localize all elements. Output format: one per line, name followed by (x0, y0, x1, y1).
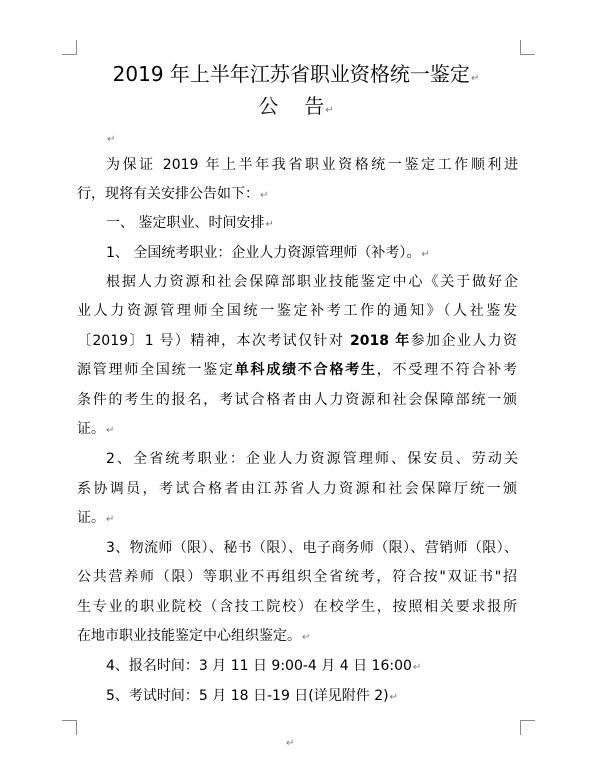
paragraph-mark-icon: ↵ (260, 190, 269, 201)
list-item-3-line: 在地市职业技能鉴定中心组织鉴定。↵ (77, 628, 311, 644)
paragraph-mark-icon: ↵ (389, 692, 398, 703)
body-paragraph-line: 根据人力资源和社会保障部职业技能鉴定中心《关于做好企 (106, 274, 518, 290)
bold-text: 单科成绩不合格考生 (234, 362, 377, 378)
bold-text: 2018 年 (350, 333, 411, 349)
body-paragraph-line: 条件的考生的报名，考试合格者由人力资源和社会保障部统一颁 (77, 392, 517, 408)
page-corner-top-left (62, 40, 77, 55)
paragraph-mark-icon: ↵ (412, 662, 422, 673)
section-heading: 一、 鉴定职业、时间安排↵ (106, 215, 274, 231)
empty-paragraph (106, 129, 115, 149)
list-item-2-line: 系协调员，考试合格者由江苏省人力资源和社会保障厅统一颁 (77, 481, 517, 497)
document-title: 2019 年上半年江苏省职业资格统一鉴定↵ (112, 62, 480, 86)
body-paragraph-line: 证。↵ (77, 421, 115, 437)
page-corner-bottom-right (520, 720, 535, 735)
list-item-4: 4、报名时间：3 月 11 日 9:00-4 月 4 日 16:00↵ (106, 658, 422, 674)
page-corner-bottom-left (62, 720, 77, 735)
paragraph-mark-icon: ↵ (106, 425, 115, 436)
paragraph-mark-icon: ↵ (470, 73, 480, 84)
body-paragraph-line: 〔2019〕1 号）精神，本次考试仅针对 2018 年参加企业人力资 (77, 333, 518, 349)
list-item-3: 3、物流师（限）、秘书（限）、电子商务师（限）、营销师（限）、 (106, 540, 518, 556)
paragraph-mark-icon: ↵ (106, 514, 115, 525)
paragraph-mark-icon: ↵ (265, 219, 274, 230)
list-item-2-line: 证。↵ (77, 510, 115, 526)
list-item-2: 2、全省统考职业：企业人力资源管理师、保安员、劳动关 (106, 451, 518, 467)
body-paragraph-line: 源管理师全国统一鉴定单科成绩不合格考生，不受理不符合补考 (77, 362, 518, 378)
intro-paragraph-line: 为保证 2019 年上半年我省职业资格统一鉴定工作顺利进 (106, 157, 518, 173)
list-item-3-line: 生专业的职业院校（含技工院校）在校学生，按照相关要求报所 (77, 599, 517, 615)
paragraph-mark-icon: ↵ (421, 249, 430, 260)
list-item-1: 1、 全国统考职业：企业人力资源管理师（补考）。↵ (106, 245, 430, 261)
document-subtitle: 公 告↵ (258, 94, 334, 118)
page-end-mark: ↵ (286, 738, 295, 749)
page-corner-top-right (520, 40, 535, 55)
intro-paragraph-line: 行，现将有关安排公告如下：↵ (77, 186, 269, 202)
list-item-3-line: 公共营养师（限）等职业不再组织全省统考，符合按"双证书"招 (77, 569, 517, 585)
body-paragraph-line: 业人力资源管理师全国统一鉴定补考工作的通知》（人社鉴发 (77, 303, 517, 319)
list-item-5: 5、考试时间：5 月 18 日-19 日(详见附件 2)↵ (106, 688, 398, 704)
paragraph-mark-icon: ↵ (325, 105, 334, 116)
paragraph-mark-icon: ↵ (302, 632, 311, 643)
paragraph-mark-icon: ↵ (107, 134, 116, 145)
